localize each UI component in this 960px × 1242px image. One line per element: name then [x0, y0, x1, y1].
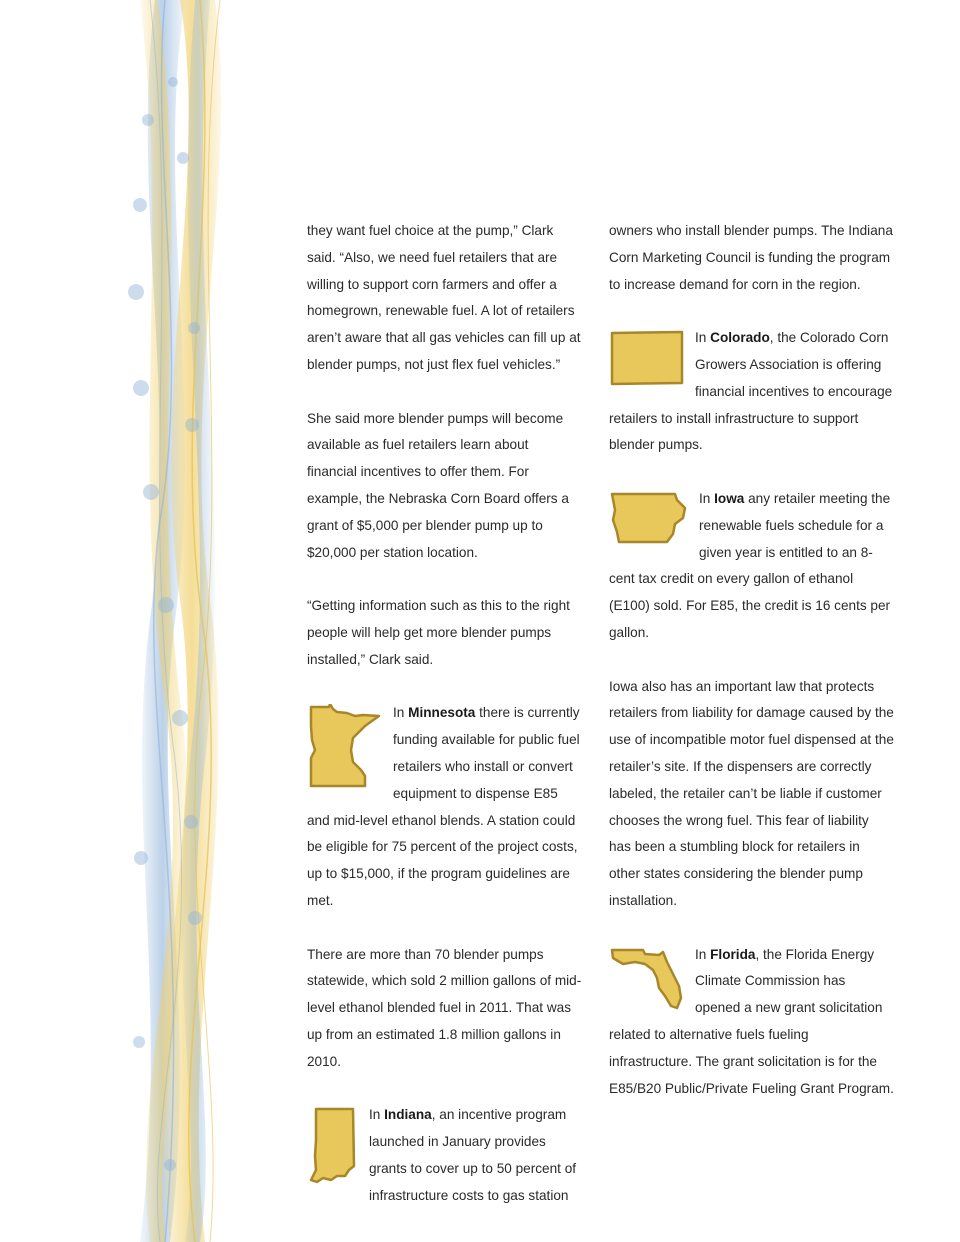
iowa-paragraph [609, 486, 894, 647]
paragraph: owners who install blender pumps. The Indiana Corn Marketing Council is funding the program to increase demand for corn in the region. [609, 223, 893, 292]
iowa-map-icon [609, 490, 689, 546]
minnesota-text: there is currently funding available for public fuel retailers who install or convert equipment to dispense E85 and mid-level ethanol blends. A station could be eligible for 75 percent of the project costs, up to $15,000, if the program guidelines are met. [307, 705, 580, 908]
colorado-intro: In [695, 330, 711, 346]
paragraph: She said more blender pumps will become available as fuel retailers learn about financial incentives to offer them. For example, the Nebraska Corn Board offers a grant of $5,000 per blender pump up to $20,000 per station location. [307, 410, 569, 560]
indiana-text: , an incentive program launched in January provides grants to cover up to 50 percent of infrastructure costs to gas station [369, 1107, 577, 1203]
right-column [609, 218, 894, 1102]
florida-paragraph [609, 942, 894, 1103]
indiana-map-icon [307, 1106, 359, 1184]
iowa-state-name: Iowa [714, 490, 745, 506]
indiana-state-name: Indiana [384, 1107, 432, 1123]
florida-text: , the Florida Energy Climate Commission has opened a new grant solicitation related to alternative fuels fueling infrastructure. The grant solicitation is for the E85/B20 Public/Private Fueling Grant Program. [609, 946, 894, 1096]
paragraph: Iowa also has an important law that protects retailers from liability for damage caused by the use of incompatible motor fuel dispensed at the retailer’s site. If the dispensers are correctly labeled, the retailer can’t be liable if customer chooses the wrong fuel. This fear of liability has been a stumbling block for retailers in other states considering the blender pump installation. [609, 678, 894, 908]
indiana-paragraph [307, 1102, 582, 1209]
colorado-paragraph [609, 325, 894, 459]
left-column [307, 218, 582, 1209]
colorado-map-icon [609, 329, 685, 387]
minnesota-map-icon [307, 704, 383, 790]
iowa-text: any retailer meeting the renewable fuels schedule for a given year is entitled to an 8-cent tax credit on every gallon of ethanol (E100) sold. For E85, the credit is 16 cents per gallon. [609, 490, 891, 640]
minnesota-paragraph [307, 700, 582, 914]
paragraph: they want fuel choice at the pump,” Clark said. “Also, we need fuel retailers that are willing to support corn farmers and offer a homegrown, renewable fuel. A lot of retailers aren’t aware that all gas vehicles can fill up at blender pumps, not just flex fuel vehicles.” [307, 223, 581, 372]
florida-intro: In [695, 946, 711, 962]
indiana-intro: In [369, 1107, 385, 1123]
colorado-state-name: Colorado [710, 330, 770, 346]
iowa-intro: In [699, 490, 715, 506]
paragraph: “Getting information such as this to the right people will help get more blender pumps installed,” Clark said. [307, 598, 570, 667]
colorado-text: , the Colorado Corn Growers Association is offering financial incentives to encourage retailers to install infrastructure to support blender pumps. [609, 330, 893, 453]
minnesota-state-name: Minnesota [408, 705, 476, 721]
decorative-ribbon [110, 0, 250, 1242]
minnesota-intro: In [393, 705, 409, 721]
paragraph: There are more than 70 blender pumps statewide, which sold 2 million gallons of mid-level ethanol blended fuel in 2011. That was up from an estimated 1.8 million gallons in 2010. [307, 946, 582, 1069]
florida-state-name: Florida [710, 946, 756, 962]
florida-map-icon [609, 946, 685, 1012]
